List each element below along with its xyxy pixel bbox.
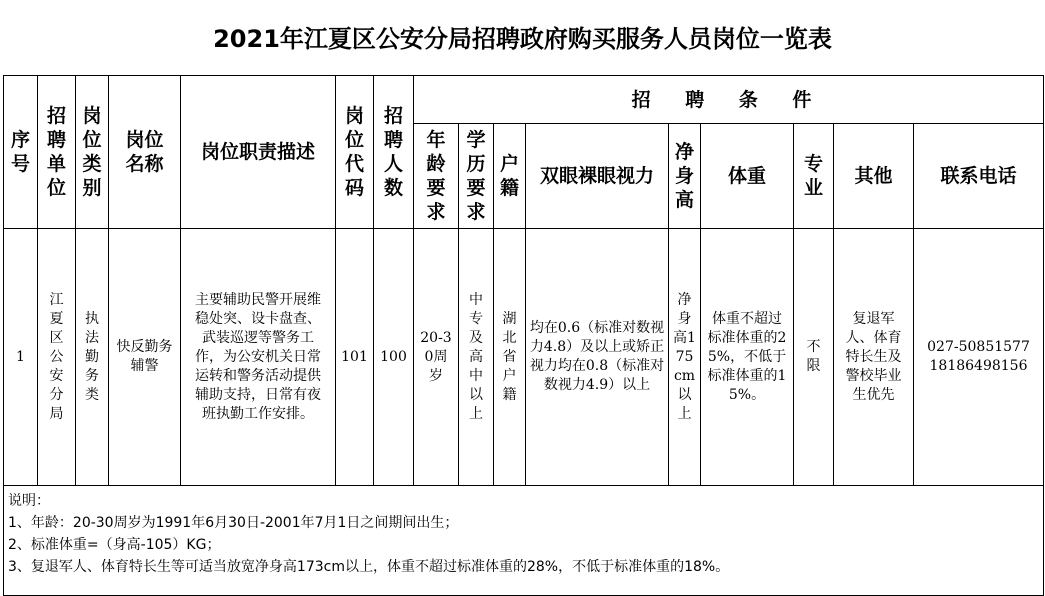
- header-age: 年龄要求: [414, 124, 459, 229]
- cell-code: 101: [336, 229, 374, 486]
- header-huji: 户籍: [494, 124, 526, 229]
- cell-weight: 体重不超过标准体重的25%，不低于标准体重的15%。: [701, 229, 794, 486]
- header-other: 其他: [834, 124, 914, 229]
- header-count: 招聘人数: [374, 76, 414, 229]
- header-code: 岗位代码: [336, 76, 374, 229]
- note-heading: 说明：: [8, 493, 50, 509]
- cell-count: 100: [374, 229, 414, 486]
- header-desc: 岗位职责描述: [181, 76, 336, 229]
- header-weight: 体重: [701, 124, 794, 229]
- note-item: 3、复退军人、体育特长生等可适当放宽净身高173cm以上，体重不超过标准体重的28%，不低于标准体重的18%。: [8, 559, 730, 575]
- header-height: 净身高: [669, 124, 701, 229]
- cell-edu: 中专及高中以上: [459, 229, 494, 486]
- cell-name: 快反勤务辅警: [109, 229, 181, 486]
- cell-category: 执法勤务类: [76, 229, 109, 486]
- cell-vision: 均在0.6（标准对数视力4.8）及以上或矫正视力均在0.8（标准对数视力4.9）以上: [526, 229, 669, 486]
- header-edu: 学历要求: [459, 124, 494, 229]
- cell-major: 不限: [794, 229, 834, 486]
- header-seq: 序号: [4, 76, 38, 229]
- cell-phone: 027-50851577 18186498156: [914, 229, 1044, 486]
- header-unit: 招聘单位: [38, 76, 76, 229]
- cell-height: 净身高175cm以上: [669, 229, 701, 486]
- header-phone: 联系电话: [914, 124, 1044, 229]
- cell-other: 复退军人、体育特长生及警校毕业生优先: [834, 229, 914, 486]
- note-item: 1、年龄：20-30周岁为1991年6月30日-2001年7月1日之间期间出生；: [8, 515, 459, 531]
- cell-unit: 江夏区公安分局: [38, 229, 76, 486]
- notes: [4, 486, 1044, 596]
- table-row: [4, 229, 1044, 486]
- page-title: 2021年江夏区公安分局招聘政府购买服务人员岗位一览表: [213, 25, 832, 53]
- cell-desc: 主要辅助民警开展维稳处突、设卡盘查、武装巡逻等警务工作，为公安机关日常运转和警务活动提供辅助支持，日常有夜班执勤工作安排。: [181, 229, 336, 486]
- cell-seq: 1: [4, 229, 38, 486]
- cell-age: 20-30周岁: [414, 229, 459, 486]
- header-category: 岗位类别: [76, 76, 109, 229]
- cell-huji: 湖北省户籍: [494, 229, 526, 486]
- note-item: 2、标准体重=（身高-105）KG；: [8, 537, 221, 553]
- header-conditions: 招 聘 条 件: [414, 76, 1044, 124]
- header-name: 岗位名称: [109, 76, 181, 229]
- positions-table: [3, 75, 1044, 596]
- header-major: 专业: [794, 124, 834, 229]
- header-vision: 双眼裸眼视力: [526, 124, 669, 229]
